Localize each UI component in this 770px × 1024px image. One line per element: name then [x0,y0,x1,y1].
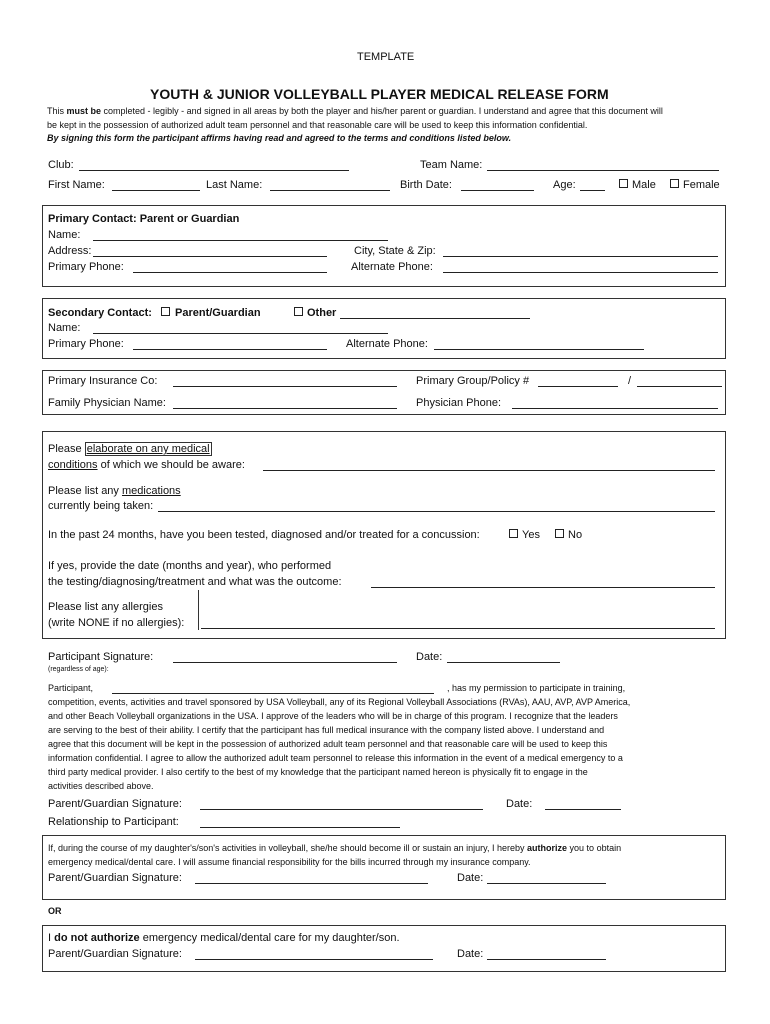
ifyes-line-2: the testing/diagnosing/treatment and what was the outcome: [48,576,342,588]
relationship-label: Relationship to Participant: [48,816,179,828]
medications-line-1: Please list any medications [48,485,181,497]
parent-guardian-checkbox[interactable] [161,307,170,316]
authorize-date-field[interactable] [487,883,606,884]
policy-field[interactable] [637,386,722,387]
primary-city-field[interactable] [443,256,718,257]
permission-text: , has my permission to participate in training, [447,683,626,693]
intro-line-3: By signing this form the participant affirms having read and agreed to the terms and conditions listed below. [47,133,512,143]
physician-label: Family Physician Name: [48,397,166,409]
other-field[interactable] [340,318,530,319]
consent-paragraph-line: are serving to the best of their ability. I certify that the participant has full medical insurance with the company listed above. I understand and [48,725,605,735]
consent-paragraph-line: activities described above. [48,781,154,791]
secondary-phone-field[interactable] [133,349,327,350]
other-checkbox[interactable] [294,307,303,316]
secondary-name-label: Name: [48,322,81,334]
primary-contact-heading: Primary Contact: Parent or Guardian [48,213,240,225]
team-name-field[interactable] [487,170,719,171]
female-label: Female [683,179,720,191]
primary-address-label: Address: [48,245,92,257]
participant-date-field[interactable] [447,662,560,663]
primary-name-field[interactable] [93,240,388,241]
secondary-alt-phone-label: Alternate Phone: [346,338,428,350]
concussion-no-checkbox[interactable] [555,529,564,538]
first-name-label: First Name: [48,179,105,191]
participant-date-label: Date: [416,651,443,663]
birth-date-field[interactable] [461,190,534,191]
authorize-signature-label: Parent/Guardian Signature: [48,872,182,884]
guardian-date-field[interactable] [545,809,621,810]
template-label: TEMPLATE [357,51,415,63]
secondary-contact-heading: Secondary Contact: [48,307,152,319]
consent-paragraph-line: third party medical provider. I also certify to the best of my knowledge that the participant named hereon is physically fit to engage in the [48,767,588,777]
not-authorize-date-label: Date: [457,948,484,960]
club-field[interactable] [79,170,349,171]
concussion-no-label: No [568,529,583,541]
primary-city-label: City, State & Zip: [354,245,436,257]
group-policy-label: Primary Group/Policy # [416,375,530,387]
other-label: Other [307,307,337,319]
male-label: Male [632,179,656,191]
intro-line-2: be kept in the possession of authorized adult team personnel and that reasonable care will be used to keep this information confidential. [47,120,588,130]
secondary-phone-label: Primary Phone: [48,338,124,350]
secondary-alt-phone-field[interactable] [434,349,644,350]
allergies-divider [198,590,199,630]
primary-phone-field[interactable] [133,272,327,273]
consent-paragraph-line: and other Beach Volleyball organizations in the USA. I approve of the leaders who will be in charge of this program. I recognize that the leaders [48,711,618,721]
primary-phone-label: Primary Phone: [48,261,124,273]
relationship-field[interactable] [200,827,400,828]
physician-phone-field[interactable] [512,408,718,409]
guardian-signature-label: Parent/Guardian Signature: [48,798,182,810]
not-authorize-signature-label: Parent/Guardian Signature: [48,948,182,960]
secondary-name-field[interactable] [93,333,388,334]
consent-paragraph-line: agree that this document will be kept in the possession of authorized adult team personnel and that reasonable care will be used to keep this [48,739,608,749]
physician-field[interactable] [173,408,397,409]
consent-paragraph-line: competition, events, activities and travel sponsored by USA Volleyball, any of its Regional Volleyball Associations (RVAs), AAU, AVP, AVP America, [48,697,631,707]
physician-phone-label: Physician Phone: [416,397,501,409]
primary-address-field[interactable] [93,256,327,257]
age-field[interactable] [580,190,605,191]
insurance-field[interactable] [173,386,397,387]
authorize-line-1: If, during the course of my daughter's/son's activities in volleyball, she/he should become ill or sustain an injury, I hereby authorize you to obtain [48,843,622,853]
not-authorize-line: I do not authorize emergency medical/dental care for my daughter/son. [48,932,400,944]
concussion-yes-label: Yes [522,529,540,541]
authorize-date-label: Date: [457,872,484,884]
participant-signature-field[interactable] [173,662,397,663]
elaborate-line-2: conditions of which we should be aware: [48,459,245,471]
age-label: Age: [553,179,576,191]
authorize-line-2: emergency medical/dental care. I will assume financial responsibility for the bills incurred through my insurance company. [48,857,531,867]
participant-name-label: Participant, [48,683,94,693]
parent-guardian-label: Parent/Guardian [175,307,261,319]
concussion-question: In the past 24 months, have you been tested, diagnosed and/or treated for a concussion: [48,529,480,541]
primary-alt-phone-field[interactable] [443,272,718,273]
group-field[interactable] [538,386,618,387]
male-checkbox[interactable] [619,179,628,188]
medications-field[interactable] [158,511,715,512]
allergies-line-1: Please list any allergies [48,601,163,613]
or-label: OR [48,906,62,916]
birth-date-label: Birth Date: [400,179,452,191]
conditions-field[interactable] [263,470,715,471]
first-name-field[interactable] [112,190,200,191]
authorize-signature-field[interactable] [195,883,428,884]
last-name-field[interactable] [270,190,390,191]
medications-line-2: currently being taken: [48,500,154,512]
intro-line-1: This must be completed - legibly - and signed in all areas by both the player and his/her parent or guardian. I understand and agree that this document will [47,106,663,116]
last-name-label: Last Name: [206,179,263,191]
elaborate-line-1: Please elaborate on any medical [48,443,210,455]
guardian-signature-field[interactable] [200,809,483,810]
insurance-label: Primary Insurance Co: [48,375,158,387]
participant-signature-label: Participant Signature: [48,651,154,663]
female-checkbox[interactable] [670,179,679,188]
guardian-date-label: Date: [506,798,533,810]
allergies-line-2: (write NONE if no allergies): [48,617,185,629]
primary-name-label: Name: [48,229,81,241]
regardless-of-age: (regardless of age): [48,666,109,673]
club-label: Club: [48,159,74,171]
ifyes-line-1: If yes, provide the date (months and year), who performed [48,560,332,572]
concussion-yes-checkbox[interactable] [509,529,518,538]
not-authorize-signature-field[interactable] [195,959,433,960]
concussion-outcome-field[interactable] [371,587,715,588]
consent-paragraph-line: information confidential. I agree to allow the authorized adult team personnel to release this information in the event of a medical emergency to a [48,753,623,763]
primary-alt-phone-label: Alternate Phone: [351,261,433,273]
form-title: YOUTH & JUNIOR VOLLEYBALL PLAYER MEDICAL RELEASE FORM [150,86,609,102]
participant-name-field[interactable] [112,693,434,694]
team-name-label: Team Name: [420,159,483,171]
allergies-field[interactable] [201,628,715,629]
not-authorize-date-field[interactable] [487,959,606,960]
policy-slash: / [628,375,632,387]
